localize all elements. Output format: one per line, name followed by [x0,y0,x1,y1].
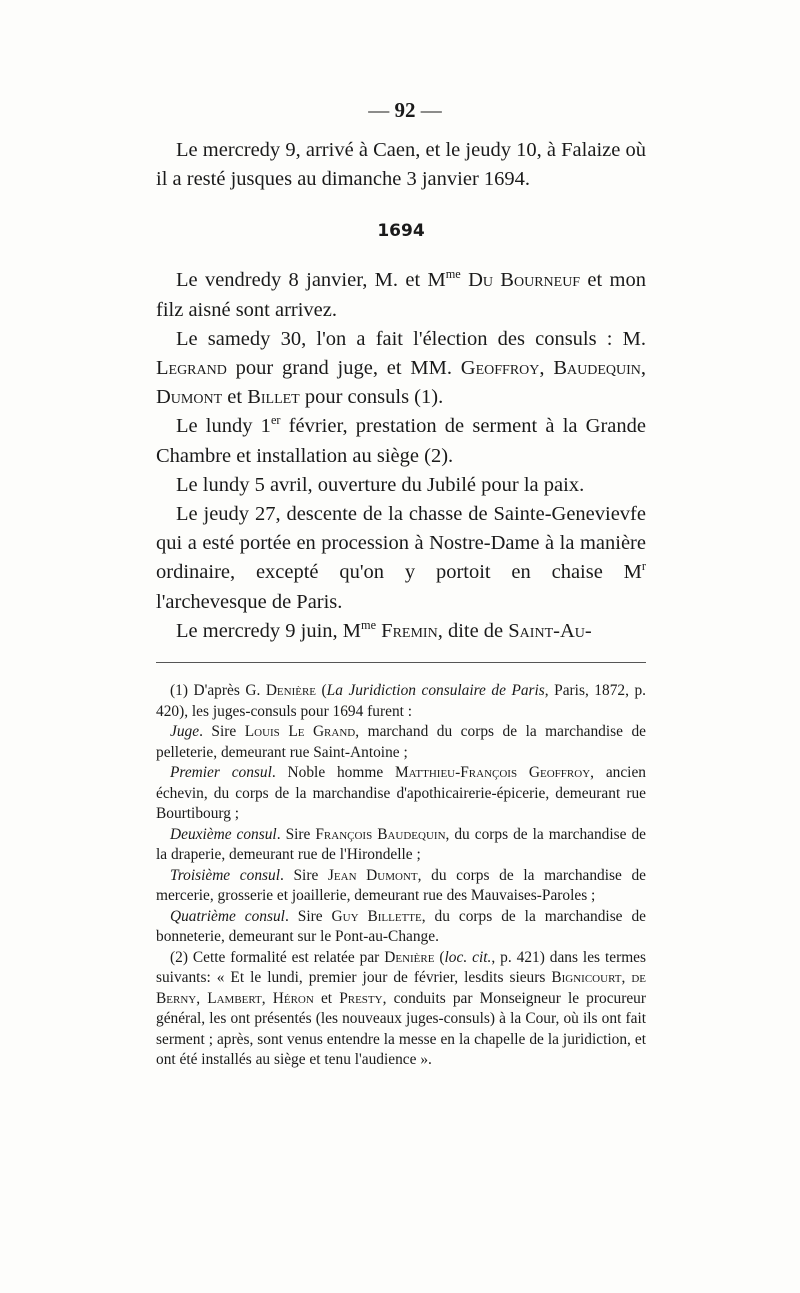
text-run: . Sire [279,866,328,884]
text-run: . Noble homme [271,764,395,782]
role-italic: Troisième consul [170,866,280,884]
role-italic: Premier consul [170,764,272,782]
text-run: et [222,386,248,409]
name-small-caps: Fremin [381,619,438,642]
footnote-1-troisieme-consul [156,866,646,907]
name-small-caps: Guy Billette [331,907,422,925]
footnote-1-quatrieme-consul [156,907,646,948]
book-page [156,96,646,1071]
name-small-caps: Denière [384,948,435,966]
text-run: Le mercredy 9 juin, M [176,619,362,642]
name-small-caps: Matthieu-François Geoffroy [394,764,591,782]
text-run: ( [434,948,445,966]
page-number: 92 [394,98,416,122]
title-italic: La Juridiction consulaire de Paris [326,682,545,700]
superscript: r [641,559,646,574]
text-run: . Sire [276,825,316,843]
footnote-2 [156,948,646,1071]
text-run: , [640,357,647,380]
text-run: février, prestation de serment à la Grande Chambre et installation au siège (2). [156,415,646,467]
superscript: me [445,267,461,282]
dash-right: — [420,98,442,122]
footnote-1-deuxieme-consul [156,825,646,866]
text-run: pour consuls (1). [299,386,444,409]
text-run: , Paris, 1872, p. 420), les juges-consuls pour 1694 furent : [156,682,646,720]
name-small-caps: Lambert [207,989,262,1007]
paragraph-fremin [156,617,646,646]
name-small-caps: de Berny [156,969,646,1007]
text-run: ( [316,682,327,700]
text-run: , du corps de la marchandise de la draperie, demeurant rue de l'Hirondelle ; [156,825,646,864]
text-run: , p. 421) dans les termes suivants: « Et le lundi, premier jour de février, lesdits sieurs [156,948,646,987]
paragraph-prestation-serment [156,412,646,470]
text-run: , marchand du corps de la marchandise de pelleterie, demeurant rue Saint-Antoine ; [156,723,646,761]
year-heading: 1694 [377,221,425,242]
name-small-caps: Bignicourt [551,969,622,987]
name-small-caps: Louis Le Grand [244,723,356,741]
name-small-caps: Billet [247,386,300,409]
role-italic: Deuxième consul [170,825,277,843]
footnote-1-premier-consul [156,763,646,825]
name-small-caps: Héron [272,989,314,1007]
dash-left: — [368,98,390,122]
main-text [156,136,646,646]
text-run [461,269,468,291]
footnotes [156,681,646,1071]
citation-italic: loc. cit. [444,948,492,966]
name-small-caps: Saint-Au- [508,619,592,642]
name-small-caps: Dumont [156,386,223,409]
footnote-1-juge [156,722,646,763]
text-run: , [261,989,273,1007]
text-run: (1) D'après G. [170,682,266,700]
text-run: . Sire [199,723,245,741]
text-run: , dite de [437,619,509,642]
text-run: (2) Cette formalité est relatée par [170,948,385,966]
text-run: , ancien échevin, du corps de la marchandise d'apothicairerie-épicerie, demeurant rue Bourtibourg ; [156,764,646,823]
text-run: , du corps de la marchandise de mercerie, grosserie et joaillerie, demeurant rue des Mauvaises-Paroles ; [156,866,647,905]
name-small-caps: Denière [265,682,317,700]
text-run: l'archevesque de Paris. [156,590,343,613]
page-header [164,96,646,124]
paragraph-caen-falaize: Le mercredy 9, arrivé à Caen, et le jeudy 10, à Falaize où il a resté jusques au dimanche 3 janvier 1694. [156,139,646,191]
footnote-separator [156,662,646,663]
text-run: , du corps de la marchandise de bonneterie, demeurant sur le Pont-au-Change. [156,907,646,946]
name-small-caps: Baudequin [553,357,641,380]
text-run: Le samedy 30, l'on a fait l'élection des consuls : M. [176,327,646,350]
paragraph-du-bourneuf [156,266,646,324]
role-italic: Quatrième consul [170,907,285,925]
name-small-caps: Geoffroy [460,357,540,380]
text-run: et mon filz aisné sont arrivez. [156,269,646,321]
role-italic: Juge [170,723,200,741]
text-run: pour grand juge, et MM. [226,357,461,380]
text-run: , [196,989,208,1007]
superscript: me [361,617,377,632]
text-run: et [313,989,340,1007]
text-run: Le vendredy 8 janvier, M. et M [176,269,446,292]
text-run: Le jeudy 27, descente de la chasse de Sainte-Genevievfe qui a esté portée en procession à Nostre-Dame à la manière ordinaire, excepté qu'on y portoit en chaise M [156,503,646,584]
text-run: , [539,357,554,380]
footnote-1 [156,681,646,722]
text-run: . Sire [284,907,332,925]
name-small-caps: François Baudequin [315,825,446,843]
name-small-caps: Legrand [156,357,227,380]
paragraph-sainte-genevieve [156,500,646,617]
paragraph-election-consuls [156,325,646,413]
text-run: Le lundy 1 [176,415,271,438]
superscript: er [270,413,281,428]
paragraph-jubile: Le lundy 5 avril, ouverture du Jubilé pour la paix. [176,473,585,496]
name-small-caps: Presty [339,989,383,1007]
name-small-caps: Du Bourneuf [468,269,581,292]
text-run: , conduits par Monseigneur le procureur général, les ont présentés (les nouveaux juges-consuls) à la Cour, où ils ont fait serment ; après, sont venus entendre la messe en la chapelle de la juridiction, et ont été installés au siège et tenu l'audience ». [156,989,646,1069]
text-run: , [621,969,632,987]
name-small-caps: Jean Dumont [327,866,418,884]
